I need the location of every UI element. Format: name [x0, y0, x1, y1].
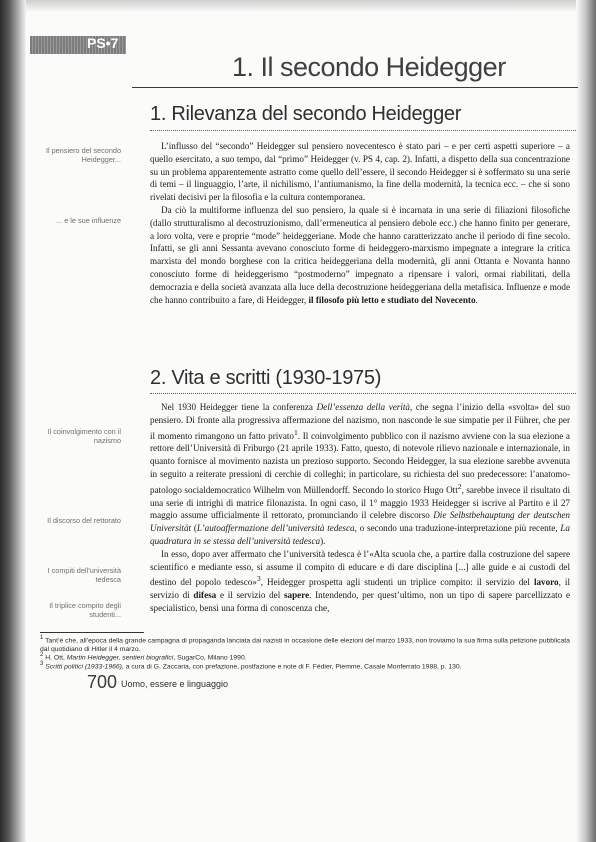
- margin-note: Il triplice compito degli studenti...: [49, 601, 121, 619]
- margin-note: Il discorso del rettorato: [47, 516, 121, 525]
- margin-note: ... e le sue influenze: [56, 216, 121, 225]
- margin-note: Il coinvolgimento con il nazismo: [47, 427, 121, 445]
- book-spine-shadow: [0, 0, 26, 842]
- book-title-footer: Uomo, essere e linguaggio: [121, 679, 229, 689]
- section-1-body: [150, 140, 570, 306]
- ps-label: PS•7: [87, 35, 119, 51]
- paragraph: In esso, dopo aver affermato che l’università tedesca è l’«Alta scuola che, a partire dalla costruzione del sapere scientifico e mediante esso, si assume il compito di educare e di dare disciplina [...] alle guide e ai custodi del destino del popolo tedesco»$^3$, Heidegger prospetta agli studenti un triplice compito: il servizio del lavoro, il servizio di difesa e il servizio del sapere. Intendendo, per quest’ultimo, non un tipo di sapere parcellizzato e specialistico, bensì una forma di conoscenza che,: [150, 548, 571, 614]
- page-number: 700: [87, 672, 118, 692]
- paragraph: L’influsso del “secondo” Heidegger sul pensiero novecentesco è stato pari – e per certi aspetti superiore – a quello esercitato, a suo tempo, dal “primo” Heidegger (v. PS 4, cap. 2). Infatti, a dispetto della sua concentrazione su un problema apparentemente astratto come quello dell’essere, il secondo Heidegger si è soffermato su una serie di temi – il linguaggio, l’arte, il nichilismo, l’antiumanismo, la fine della modernità, la tecnica ecc. – che si sono rivelati decisivi per la filosofia e la cultura contemporanea.: [150, 141, 570, 203]
- margin-note: Il pensiero del secondo Heidegger...: [45, 146, 121, 164]
- top-edge-shadow: [26, 0, 576, 12]
- footnote: $^2$ H. Ott, Martin Heidegger, sentieri biografici, SugarCo, Milano 1990.: [40, 652, 247, 662]
- section-title-2: 2. Vita e scritti (1930-1975): [150, 367, 382, 389]
- footnote-rule: [40, 632, 144, 633]
- chapter-title: 1. Il secondo Heidegger: [232, 52, 506, 82]
- section-rule-1: [150, 130, 576, 131]
- right-edge-shadow: [576, 0, 596, 842]
- paragraph: Nel 1930 Heidegger tiene la conferenza Dell’essenza della verità, che segna l’inizio della «svolta» del suo pensiero. Di fronte alla progressiva affermazione del nazismo, non nasconde le sue simpatie per il Führer, che per il momento rimangono un fatto privato$^1$. Il coinvolgimento pubblico con il nazismo avviene con la sua elezione a rettore dell’Università di Friburgo (21 aprile 1933). Fatto, questo, di notevole rilievo nazionale e internazionale, in quanto fornisce al movimento nazista un prezioso supporto. Secondo Heidegger, la sua elezione sarebbe avvenuta in seguito a reiterate pressioni di cerchie di colleghi; in particolare, su richiesta del suo predecessore: l’anatomo-patologo socialdemocratico Wilhelm von Müllendorff. Secondo lo storico Hugo Ott$^2$, sarebbe invece il risultato di una serie di intrighi di matrice filonazista. In ogni caso, il 1° maggio 1933 Heidegger si iscrive al Partito e il 27 maggio assume ufficialmente il rettorato, pronunciando il celebre discorso Die Selbstbehauptung der deutschen Universität (L’autoaffermazione dell’università tedesca, o secondo una traduzione-interpretazione più recente, La quadratura in se stessa dell’università tedesca).: [150, 402, 570, 547]
- margin-note: I compiti dell’università tedesca: [47, 566, 121, 584]
- section-2-body: [150, 401, 570, 615]
- footnote: $^1$ Tant’è che, all’epoca della grande campagna di propaganda lanciata dai nazisti in occasione delle elezioni del marzo 1933, non troviamo la sua firma sulla petizione pubblicata dal quotidiano di Hitler il 4 marzo.: [40, 635, 570, 653]
- paragraph: Da ciò la multiforme influenza del suo pensiero, la quale si è incarnata in una serie di filiazioni filosofiche (dallo strutturalismo al decostruzionismo, dall’ermeneutica al pensiero debole ecc.) che hanno finito per generare, a loro volta, vere e proprie “mode” heideggeriane. Mode che hanno caratterizzato anche il periodo di fine secolo. Infatti, se gli anni Sessanta avevano conosciuto forme di heideggero-marxismo impegnate a integrare la critica marxista del mondo borghese con la critica heideggeriana della modernità, gli anni Ottanta e Novanta hanno conosciuto forme di heideggerismo “postmoderno” impegnato a ripensare i valori, ormai riabilitati, della democrazia e della società avanzata alla luce della decostruzione heideggeriana della metafisica. Influenze e mode che hanno contribuito a fare, di Heidegger, il filosofo più letto e studiato del Novecento.: [150, 204, 570, 305]
- section-title-1: 1. Rilevanza del secondo Heidegger: [150, 103, 462, 125]
- footnote: $^3$ Scritti politici (1933-1966), a cura di G. Zaccaria, con prefazione, postfazione e note di F. Fédier, Piemme, Casale Monferrato 1988, p. 130.: [40, 661, 462, 671]
- chapter-rule: [132, 87, 578, 88]
- section-rule-2: [150, 393, 576, 394]
